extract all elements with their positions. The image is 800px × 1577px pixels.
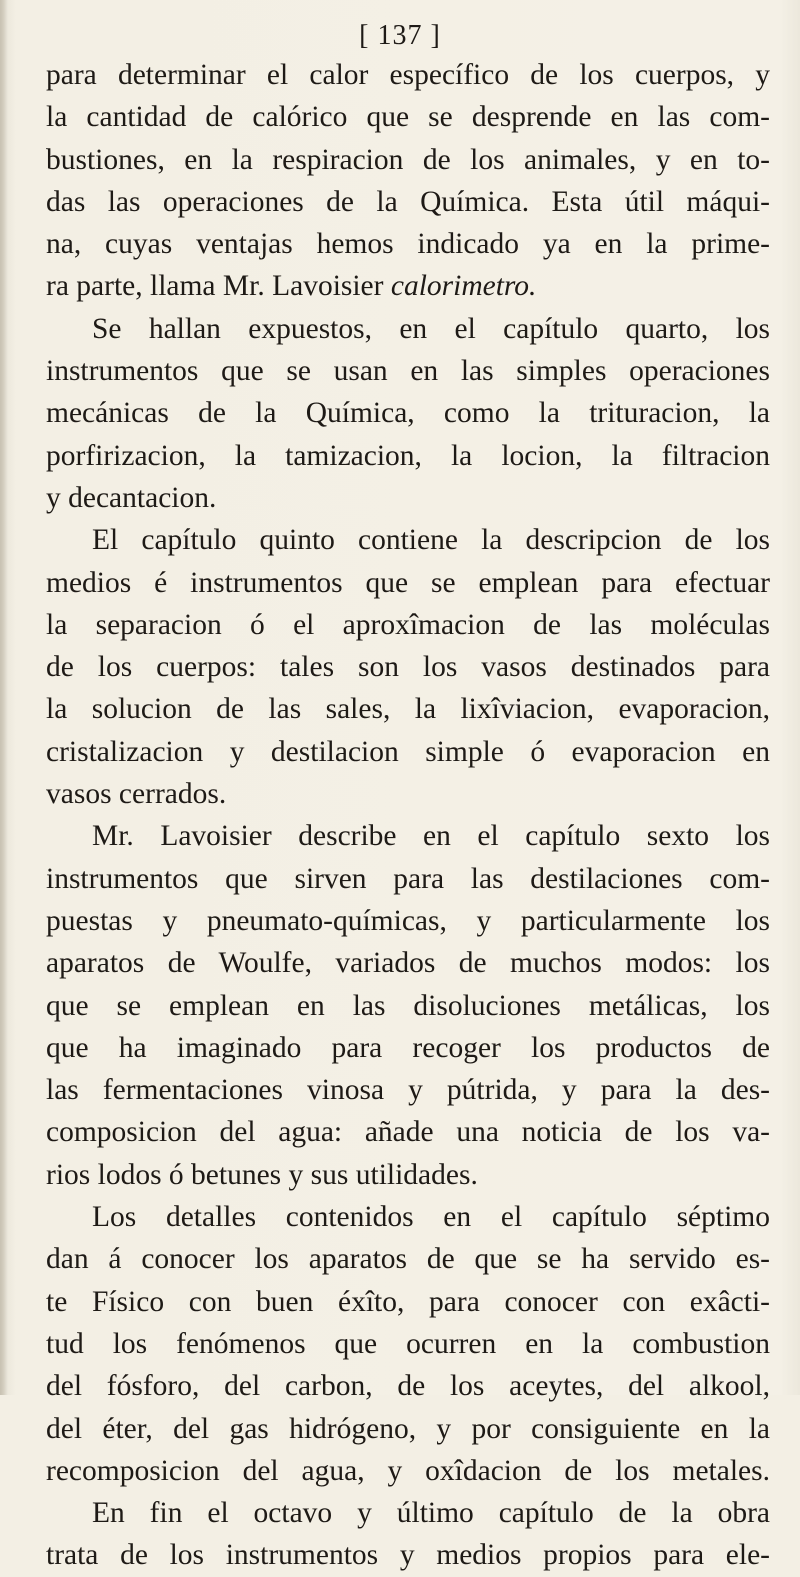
text-line: [46, 900, 770, 942]
text-line: [46, 1323, 770, 1365]
text-line-content: recomposicion del agua, y oxîdacion de los metales.: [46, 1454, 770, 1487]
text-line: [46, 1408, 770, 1450]
text-line: [46, 1281, 770, 1323]
text-line-content: cristalizacion y destilacion simple ó evaporacion en: [46, 735, 770, 768]
text-line-content: tud los fenómenos que ocurren en la combustion: [46, 1327, 770, 1360]
text-line: [46, 1196, 770, 1238]
text-line-content: te Físico con buen éxîto, para conocer con exâcti-: [46, 1285, 770, 1318]
text-line-content: mecánicas de la Química, como la trituracion, la: [46, 397, 770, 430]
text-line: [46, 96, 770, 138]
text-line-content: aparatos de Woulfe, variados de muchos modos: los: [46, 947, 770, 980]
text-line: [46, 1069, 770, 1111]
text-line-content: porfirizacion, la tamizacion, la locion, la filtracion: [46, 439, 770, 472]
text-line: [46, 604, 770, 646]
text-line-content: bustiones, en la respiracion de los animales, y en to-: [46, 143, 770, 176]
text-line-content: vasos cerrados.: [46, 778, 227, 811]
text-line: [46, 1492, 770, 1534]
text-line-content: medios é instrumentos que se emplean para efectuar: [46, 566, 770, 599]
text-line-content: y decantacion.: [46, 481, 217, 514]
text-line: [46, 1111, 770, 1153]
text-line: [46, 942, 770, 984]
text-line: [46, 435, 770, 477]
text-line: [46, 265, 770, 307]
text-line-content: las fermentaciones vinosa y pútrida, y para la des-: [46, 1074, 770, 1107]
text-line: [46, 815, 770, 857]
text-line: [46, 646, 770, 688]
text-line: [46, 1365, 770, 1407]
page-gutter-shadow: [0, 0, 8, 1395]
text-line: [46, 181, 770, 223]
text-line: [46, 1238, 770, 1280]
text-line-content: na, cuyas ventajas hemos indicado ya en la prime-: [46, 228, 770, 261]
text-line-content: composicion del agua: añade una noticia de los va-: [46, 1116, 770, 1149]
text-line-content: das las operaciones de la Química. Esta útil máqui-: [46, 185, 770, 218]
text-line-content: trata de los instrumentos y medios propios para ele-: [46, 1539, 770, 1572]
text-line-content: ra parte, llama Mr. Lavoisier: [46, 270, 384, 303]
text-line: [46, 858, 770, 900]
text-line: [46, 1154, 770, 1196]
text-line-content: del fósforo, del carbon, de los aceytes, del alkool,: [46, 1370, 770, 1403]
text-line-content: dan á conocer los aparatos de que se ha servido es-: [46, 1243, 770, 1276]
italic-term: calorimetro.: [390, 270, 537, 303]
text-line-content: la cantidad de calórico que se desprende en las com-: [46, 101, 770, 134]
text-line: [46, 1027, 770, 1069]
text-line-content: que ha imaginado para recoger los productos de: [46, 1031, 770, 1064]
text-line: [46, 139, 770, 181]
text-line-content: de los cuerpos: tales son los vasos destinados para: [46, 651, 770, 684]
body-text: [46, 54, 770, 1577]
text-line: [46, 688, 770, 730]
text-line: [46, 308, 770, 350]
text-line: [46, 223, 770, 265]
text-line-content: Se hallan expuestos, en el capítulo quarto, los: [92, 312, 770, 345]
text-line: [46, 985, 770, 1027]
text-line: [46, 350, 770, 392]
text-line-content: la solucion de las sales, la lixîviacion, evaporacion,: [46, 693, 770, 726]
text-line-content: Mr. Lavoisier describe en el capítulo sexto los: [92, 820, 770, 853]
text-line: [46, 731, 770, 773]
text-line: [46, 477, 770, 519]
text-line-content: rios lodos ó betunes y sus utilidades.: [46, 1158, 478, 1191]
text-line: [46, 54, 770, 96]
text-line-content: Los detalles contenidos en el capítulo séptimo: [92, 1201, 770, 1234]
text-line-content: El capítulo quinto contiene la descripcion de los: [92, 524, 770, 557]
text-line: [46, 519, 770, 561]
text-line-content: para determinar el calor específico de los cuerpos, y: [46, 59, 770, 91]
text-line-content: instrumentos que sirven para las destilaciones com-: [46, 862, 770, 895]
text-line-content: del éter, del gas hidrógeno, y por consiguiente en la: [46, 1412, 770, 1445]
text-line: [46, 773, 770, 815]
text-line: [46, 1534, 770, 1576]
text-line: [46, 392, 770, 434]
text-line-content: instrumentos que se usan en las simples operaciones: [46, 355, 770, 388]
text-line-content: la separacion ó el aproxîmacion de las moléculas: [46, 608, 770, 641]
text-line-content: que se emplean en las disoluciones metálicas, los: [46, 989, 770, 1022]
page-number: [ 137 ]: [359, 20, 441, 51]
text-line: [46, 562, 770, 604]
text-line: [46, 1450, 770, 1492]
text-line-content: En fin el octavo y último capítulo de la obra: [92, 1497, 770, 1530]
text-line-content: puestas y pneumato-químicas, y particularmente los: [46, 904, 770, 937]
